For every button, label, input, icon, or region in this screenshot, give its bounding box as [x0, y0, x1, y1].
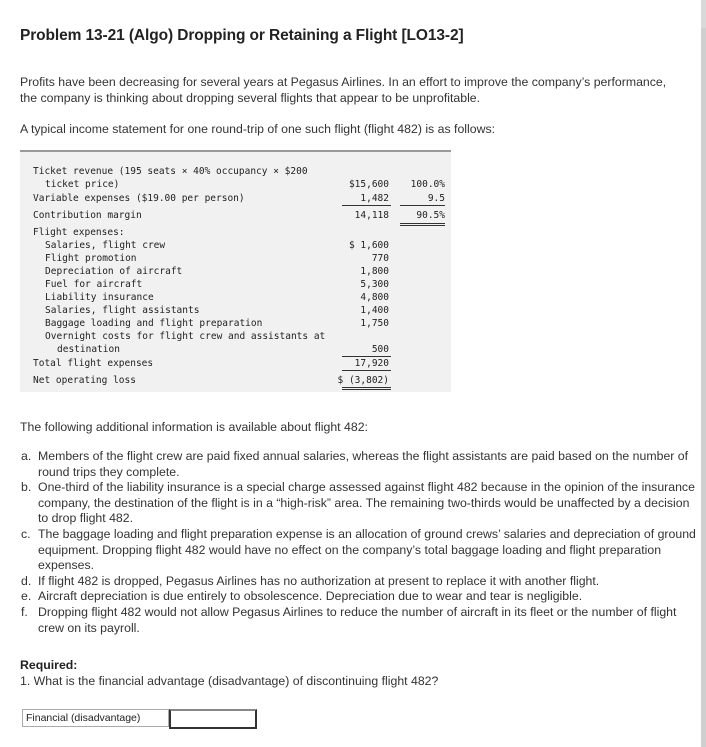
expense-amount: 1,400	[360, 305, 389, 316]
variable-expenses-label: Variable expenses ($19.00 per person)	[33, 193, 245, 204]
underline	[400, 223, 445, 224]
list-item: f. Dropping flight 482 would not allow Pegasus Airlines to reduce the number of aircraft in its fleet or the number of flight crew on its payroll.	[21, 604, 677, 635]
list-item: e. Aircraft depreciation is due entirely to obsolescence. Depreciation due to wear and tear is negligible.	[21, 589, 583, 604]
contribution-margin-label: Contribution margin	[33, 210, 142, 221]
additional-info-heading: The following additional information is available about flight 482:	[20, 420, 368, 434]
list-item: d. If flight 482 is dropped, Pegasus Airlines has no authorization at present to replace it with another flight.	[21, 573, 600, 588]
answer-row	[22, 709, 257, 727]
statement-intro: A typical income statement for one round-trip of one such flight (flight 482) is as follows:	[20, 122, 496, 136]
overnight-costs-label-cont: destination	[57, 344, 120, 355]
answer-label: Financial (disadvantage)	[22, 709, 169, 727]
financial-advantage-input[interactable]	[169, 709, 257, 729]
double-underline	[400, 225, 445, 226]
ticket-revenue-percent: 100.0%	[410, 179, 445, 190]
income-statement	[20, 150, 451, 392]
expense-label: Salaries, flight crew	[45, 240, 166, 251]
net-operating-loss-amount: $ (3,802)	[337, 375, 389, 386]
variable-expenses-percent: 9.5	[427, 193, 445, 204]
required-question: 1. What is the financial advantage (disadvantage) of discontinuing flight 482?	[20, 674, 439, 688]
scrollbar-thumb[interactable]	[701, 28, 706, 747]
expense-label: Baggage loading and flight preparation	[45, 318, 263, 329]
underline	[342, 205, 391, 206]
flight-expenses-label: Flight expenses:	[33, 227, 125, 238]
required-heading: Required:	[20, 658, 78, 672]
double-underline	[342, 387, 391, 388]
expense-amount: 770	[371, 253, 389, 264]
underline	[342, 370, 391, 371]
expense-label: Flight promotion	[45, 253, 137, 264]
problem-title: Problem 13-21 (Algo) Dropping or Retaining a Flight [LO13-2]	[20, 27, 464, 44]
expense-label: Fuel for aircraft	[45, 279, 143, 290]
expense-amount: 1,800	[360, 266, 389, 277]
list-item: b. One-third of the liability insurance is a special charge assessed against flight 482 because in the opinion of the insurance company, the destination of the flight is in a “high-risk” area. The remaining two-thirds would be unaffected by a decision to drop flight 482.	[21, 480, 695, 526]
expense-label: Salaries, flight assistants	[45, 305, 200, 316]
net-operating-loss-label: Net operating loss	[33, 375, 136, 386]
contribution-margin-amount: 14,118	[354, 210, 389, 221]
ticket-revenue-amount: $15,600	[348, 179, 389, 190]
list-item: c. The baggage loading and flight preparation expense is an allocation of ground crews’ salaries and depreciation of ground equipment. Dropping flight 482 would have no effect on the company’s total baggage loading and flight preparation expenses.	[21, 526, 696, 573]
overnight-costs-amount: 500	[371, 344, 389, 355]
contribution-margin-percent: 90.5%	[416, 210, 445, 221]
expense-amount: $ 1,600	[348, 240, 389, 251]
underline	[400, 205, 445, 206]
total-flight-expenses-label: Total flight expenses	[33, 358, 154, 369]
overnight-costs-label: Overnight costs for flight crew and assistants at	[45, 331, 326, 342]
intro-paragraph: Profits have been decreasing for several years at Pegasus Airlines. In an effort to improve the company’s performance, the company is thinking about dropping several flights that appear to be unprofitable.	[20, 75, 667, 105]
info-list	[21, 449, 696, 636]
variable-expenses-amount: 1,482	[360, 193, 389, 204]
expense-amount: 1,750	[360, 318, 389, 329]
expense-label: Depreciation of aircraft	[45, 266, 183, 277]
total-flight-expenses-amount: 17,920	[354, 358, 389, 369]
ticket-revenue-label: Ticket revenue (195 seats × 40% occupancy × $200	[33, 166, 308, 177]
expense-amount: 4,800	[360, 292, 389, 303]
list-item: a. Members of the flight crew are paid fixed annual salaries, whereas the flight assistants are paid based on the number of round trips they complete.	[21, 449, 689, 479]
expense-label: Liability insurance	[45, 292, 154, 303]
ticket-revenue-label-cont: ticket price)	[45, 179, 120, 190]
expense-amount: 5,300	[360, 279, 389, 290]
double-underline	[342, 389, 391, 390]
